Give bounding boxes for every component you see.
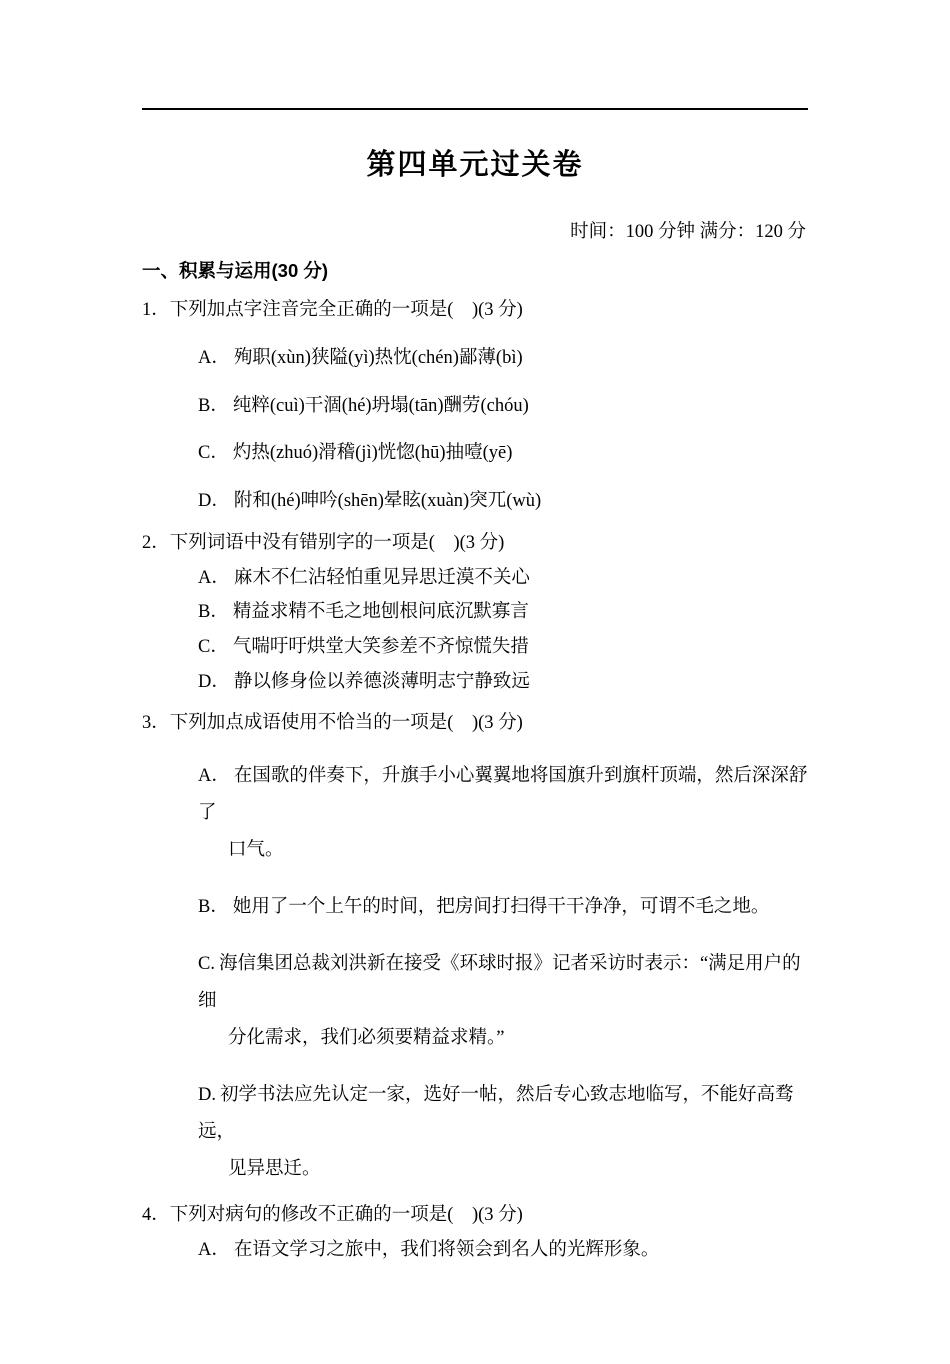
question-4-options [142,1236,808,1265]
option-d[interactable] [198,488,808,516]
question-4 [142,1202,808,1264]
option-d-cell-1: 附和(hé) [233,491,301,511]
option-d-cell-4: 突兀(wù) [469,491,542,511]
option-a[interactable] [198,758,808,869]
option-a-line-2: 口气。 [228,839,284,860]
question-2-options [142,564,808,697]
option-b-cell-3: 刨根问底 [380,602,455,623]
option-d-cell-2: 呻吟(shēn) [300,491,384,511]
question-4-number: 4． [142,1204,170,1225]
option-b-cell-2: 不毛之地 [306,602,381,623]
question-2-answer-blank[interactable] [435,533,454,553]
question-4-stem-before: 下列对病句的修改不正确的一项是( [169,1204,454,1225]
option-a-label: A． [198,765,230,786]
question-2-stem [142,530,808,558]
option-c-label: C． [198,443,229,464]
option-d-cell-2: 俭以养德 [307,671,382,692]
option-b[interactable] [198,889,808,926]
option-a[interactable] [198,564,808,593]
question-1-options [142,345,808,516]
option-c[interactable] [198,946,808,1057]
option-c-cell-1: 灼热(zhuó) [232,443,319,464]
option-d-line-2: 见异思迁。 [228,1158,321,1179]
option-b-cell-3: 坍塌(tān) [371,395,444,416]
exam-meta: 时间：100 分钟 满分：120 分 [570,222,806,242]
question-1 [142,297,808,516]
option-d-label: D. [198,1084,216,1105]
option-a-label: A． [198,567,230,588]
option-d[interactable] [198,668,808,697]
option-c[interactable] [198,440,808,468]
option-c-label: C. [198,953,215,974]
section-title-one: 一、积累与运用(30 分) [142,260,329,281]
question-2-stem-after: )(3 分) [453,532,505,553]
option-b-label: B． [198,395,229,416]
option-c-cell-3: 参差不齐 [380,636,455,657]
option-a-label: A． [198,1239,230,1260]
option-c-cell-1: 气喘吁吁 [232,636,307,657]
option-c-line-1: 海信集团总裁刘洪新在接受《环球时报》记者采访时表示：“满足用户的细 [198,953,801,1011]
option-b-label: B． [198,602,229,623]
question-2 [142,530,808,696]
question-1-stem-before: 下列加点字注音完全正确的一项是( [169,300,454,320]
question-1-answer-blank[interactable] [453,300,472,320]
option-d-cell-3: 淡薄明志 [381,671,456,692]
option-a[interactable] [198,345,808,373]
page-bottom-space [142,1264,808,1324]
option-c-cell-4: 抽噎(yē) [445,443,513,464]
option-a-cell-3: 见异思迁 [381,567,456,588]
option-d[interactable] [198,1077,808,1188]
question-1-number: 1． [142,300,170,320]
question-2-stem-before: 下列词语中没有错别字的一项是( [169,532,435,553]
option-d-cell-1: 静以修身 [233,671,308,692]
question-3-stem [142,710,808,738]
option-c-cell-3: 恍惚(hū) [377,443,446,464]
question-4-stem-after: )(3 分) [471,1204,523,1225]
option-c[interactable] [198,633,808,662]
option-a-cell-2: 狭隘(yì) [310,347,375,368]
option-b-label: B． [198,896,229,917]
option-b[interactable] [198,393,808,421]
question-3-stem-after: )(3 分) [471,713,523,734]
question-3-number: 3． [142,713,170,734]
option-b-cell-1: 纯粹(cuì) [232,395,305,416]
question-4-stem [142,1202,808,1230]
option-d-label: D． [198,491,230,511]
option-c-cell-4: 惊慌失措 [454,636,529,657]
option-a-text: 在语文学习之旅中，我们将领会到名人的光辉形象。 [233,1239,660,1260]
option-c-label: C． [198,636,229,657]
question-3-answer-blank[interactable] [453,713,472,733]
question-3-stem-before: 下列加点成语使用不恰当的一项是( [169,713,454,734]
option-a-cell-2: 沾轻怕重 [307,567,382,588]
option-d-cell-3: 晕眩(xuàn) [383,491,470,511]
option-a-cell-1: 殉职(xùn) [233,347,311,368]
option-c-line-2: 分化需求，我们必须要精益求精。” [228,1027,505,1048]
option-a-cell-4: 鄙薄(bì) [458,347,523,368]
option-b-cell-2: 干涸(hé) [304,395,372,416]
option-d-line-1: 初学书法应先认定一家，选好一帖，然后专心致志地临写，不能好高骛远， [198,1084,794,1142]
option-a-label: A． [198,347,230,368]
option-a-line-1: 在国歌的伴奏下，升旗手小心翼翼地将国旗升到旗杆顶端，然后深深舒了 [198,765,808,823]
question-1-stem-after: )(3 分) [471,300,523,320]
option-a-cell-3: 热忱(chén) [374,347,459,368]
option-a[interactable] [198,1236,808,1265]
question-1-stem [142,297,808,325]
question-2-number: 2． [142,532,170,553]
option-d-label: D． [198,671,230,692]
option-c-cell-2: 烘堂大笑 [306,636,381,657]
option-b-cell-4: 沉默寡言 [454,602,529,623]
option-a-cell-4: 漠不关心 [455,567,530,588]
option-d-cell-4: 宁静致远 [455,671,530,692]
option-b-line-1: 她用了一个上午的时间，把房间打扫得干干净净，可谓不毛之地。 [232,896,770,917]
question-3-options [142,758,808,1188]
option-b-cell-1: 精益求精 [232,602,307,623]
option-b[interactable] [198,598,808,627]
question-4-answer-blank[interactable] [453,1205,472,1225]
page-title: 第四单元过关卷 [366,149,584,181]
option-c-cell-2: 滑稽(jì) [318,443,378,464]
header-divider-rule [142,108,808,110]
option-a-cell-1: 麻木不仁 [233,567,308,588]
option-b-cell-4: 酬劳(chóu) [443,395,529,416]
question-3 [142,710,808,1188]
